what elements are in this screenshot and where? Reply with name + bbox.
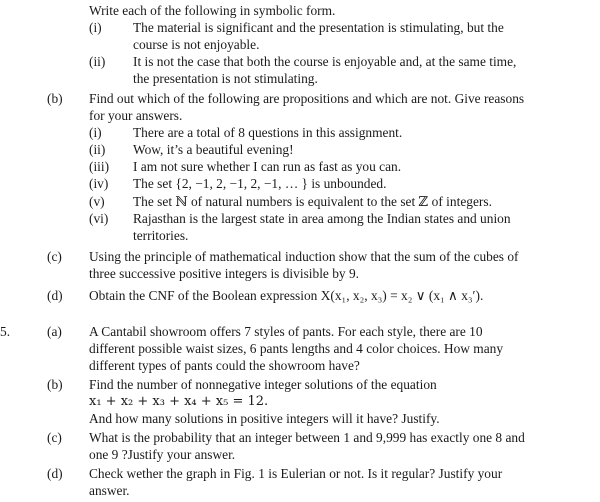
q4a-ii-line2: the presentation is not stimulating.: [133, 71, 318, 86]
q4d-label: (d): [47, 288, 63, 303]
q4a-i-number: (i): [89, 20, 102, 35]
q5b-line3: And how many solutions in positive integers will it have? Justify.: [89, 411, 440, 426]
q5c-label: (c): [47, 430, 62, 445]
q4b-text-line1: Find out which of the following are propositions and which are not. Give reasons: [89, 91, 525, 106]
q4b-iii-text: I am not sure whether I can run as fast as you can.: [133, 159, 402, 174]
q4b-ii-number: (ii): [89, 142, 106, 157]
q4-intro: Write each of the following in symbolic form.: [89, 3, 336, 18]
q4b-iii-number: (iii): [89, 159, 110, 174]
q5a-label: (a): [47, 324, 62, 339]
q4a-i-line2: course is not enjoyable.: [133, 37, 260, 52]
q4b-iv-text: The set {2, −1, 2, −1, 2, −1, … } is unbounded.: [133, 176, 387, 191]
q5a-line1: A Cantabil showroom offers 7 styles of pants. For each style, there are 10: [89, 324, 483, 339]
q4c-label: (c): [47, 249, 62, 264]
q5b-equation: x₁ + x₂ + x₃ + x₄ + x₅ = 12.: [89, 394, 269, 409]
q4b-vi-line2: territories.: [133, 228, 189, 243]
q4b-i-number: (i): [89, 125, 102, 140]
q5c-line2: one 9 ?Justify your answer.: [89, 447, 236, 462]
q4b-i-text: There are a total of 8 questions in this assignment.: [133, 125, 403, 140]
q5b-label: (b): [47, 377, 63, 392]
q4b-vi-line1: Rajasthan is the largest state in area among the Indian states and union: [133, 211, 511, 226]
q5c-line1: What is the probability that an integer between 1 and 9,999 has exactly one 8 and: [89, 430, 525, 445]
q5a-line3: different types of pants could the showroom have?: [89, 358, 360, 373]
q4a-i-line1: The material is significant and the presentation is stimulating, but the: [133, 20, 504, 35]
q4b-iv-number: (iv): [89, 176, 109, 191]
q5d-line1: Check wether the graph in Fig. 1 is Eulerian or not. Is it regular? Justify your: [89, 466, 503, 481]
q4a-ii-line1: It is not the case that both the course is enjoyable and, at the same time,: [133, 54, 517, 69]
q4d-text: Obtain the CNF of the Boolean expression X(x₁, x₂, x₃) = x₂ ∨ (x₁ ∧ x₃′).: [89, 288, 484, 303]
q4b-text-line2: for your answers.: [89, 108, 183, 123]
q4a-ii-number: (ii): [89, 54, 106, 69]
q4b-label: (b): [47, 91, 63, 106]
q5-number: 5.: [0, 324, 11, 339]
q4b-vi-number: (vi): [89, 211, 109, 226]
q4b-v-text: The set ℕ of natural numbers is equivalent to the set ℤ of integers.: [133, 194, 492, 209]
q4c-line2: three successive positive integers is divisible by 9.: [89, 266, 359, 281]
q4b-v-number: (v): [89, 194, 105, 209]
q4c-line1: Using the principle of mathematical induction show that the sum of the cubes of: [89, 249, 519, 264]
q5d-line2: answer.: [89, 483, 130, 498]
q4b-ii-text: Wow, it’s a beautiful evening!: [133, 142, 294, 157]
q5b-line1: Find the number of nonnegative integer solutions of the equation: [89, 377, 437, 392]
q5a-line2: different possible waist sizes, 6 pants lengths and 4 color choices. How many: [89, 341, 504, 356]
q5d-label: (d): [47, 466, 63, 481]
